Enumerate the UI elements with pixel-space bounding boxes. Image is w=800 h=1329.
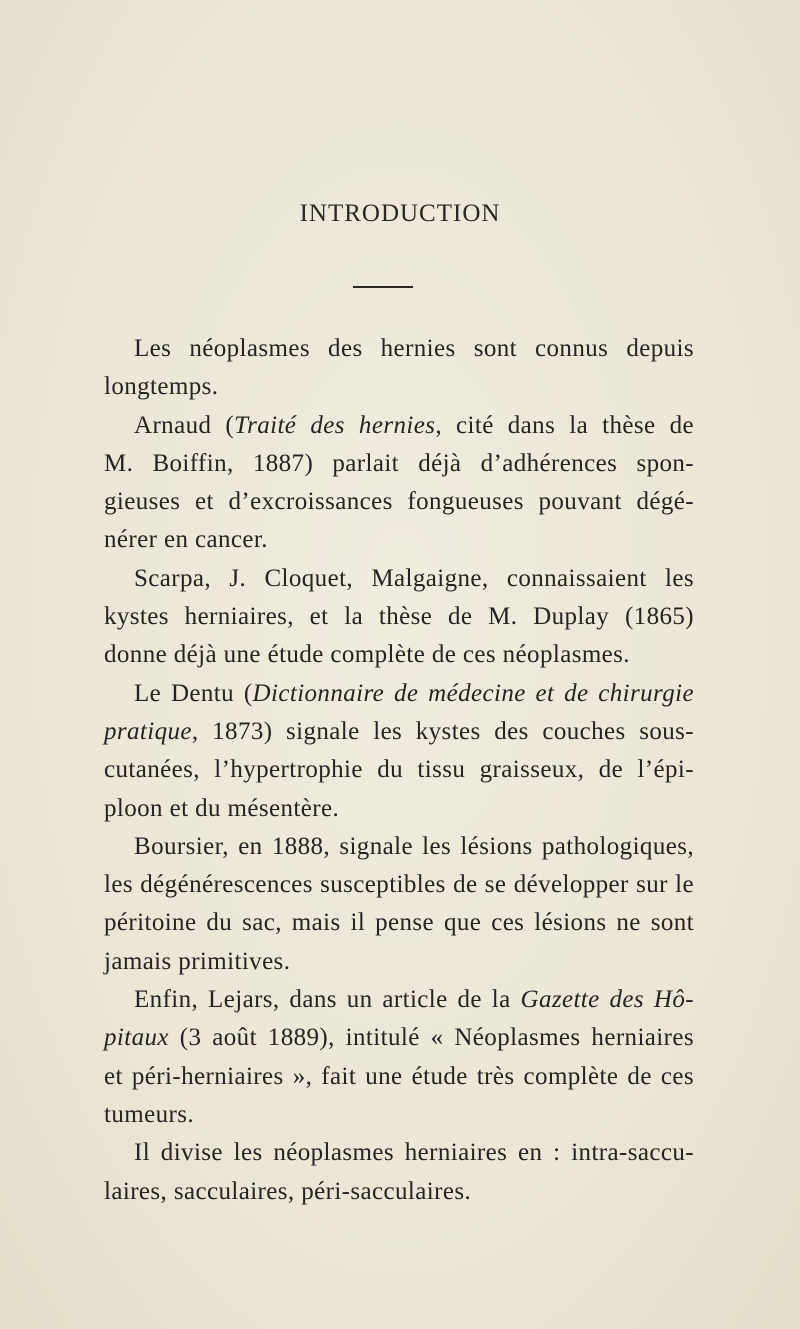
text-line bbox=[104, 904, 694, 942]
text-line bbox=[104, 1173, 694, 1211]
text-line bbox=[104, 981, 694, 1019]
text-line-content: kystes herniaires, et la thèse de M. Duplay (1865) bbox=[104, 603, 694, 631]
text-line-content: péritoine du sac, mais il pense que ces lésions ne sont bbox=[104, 909, 694, 937]
text-line bbox=[104, 445, 694, 483]
text-line bbox=[104, 598, 694, 636]
text-line-content: donne déjà une étude complète de ces néoplasmes. bbox=[104, 641, 630, 669]
text-line bbox=[104, 1058, 694, 1096]
text-line bbox=[104, 368, 694, 406]
text-line-content: Scarpa, J. Cloquet, Malgaigne, connaissaient les bbox=[134, 564, 694, 592]
text-line-content: , cité dans la thèse de bbox=[435, 411, 694, 439]
text-line bbox=[104, 636, 694, 674]
text-line bbox=[104, 560, 694, 598]
text-line-content: laires, sacculaires, péri-sacculaires. bbox=[104, 1177, 472, 1205]
text-line bbox=[104, 521, 694, 559]
text-line-content: Il divise les néoplasmes herniaires en : intra-saccu- bbox=[134, 1139, 694, 1167]
text-line-content: Boursier, en 1888, signale les lésions pathologiques, bbox=[134, 832, 694, 860]
text-line-content: nérer en cancer. bbox=[104, 526, 268, 554]
text-line bbox=[104, 828, 694, 866]
italic-title: Dictionnaire de médecine et de chirurgie bbox=[252, 679, 694, 707]
text-line bbox=[104, 1134, 694, 1172]
text-line-content: , 1873) signale les kystes des couches sous- bbox=[191, 717, 694, 745]
text-line bbox=[104, 713, 694, 751]
text-line bbox=[104, 483, 694, 521]
text-line bbox=[104, 866, 694, 904]
text-line-content: longtemps. bbox=[104, 373, 219, 401]
text-line-content: ploon et du mésentère. bbox=[104, 794, 340, 822]
text-line-content: Enfin, Lejars, dans un article de la bbox=[134, 986, 521, 1014]
text-line-content: tumeurs. bbox=[104, 1100, 194, 1128]
text-line-content: les dégénérescences susceptibles de se développer sur le bbox=[104, 871, 694, 899]
text-line bbox=[104, 330, 694, 368]
text-line-content: Arnaud ( bbox=[134, 411, 235, 439]
text-line-content: Les néoplasmes des hernies sont connus depuis bbox=[134, 335, 694, 362]
text-line bbox=[104, 407, 694, 445]
text-line bbox=[104, 675, 694, 713]
text-line bbox=[104, 1019, 694, 1057]
body-text bbox=[104, 330, 694, 1211]
text-line bbox=[104, 1096, 694, 1134]
heading-rule bbox=[353, 286, 413, 288]
text-line-content: jamais primitives. bbox=[104, 947, 291, 975]
text-line-content: gieuses et d’excroissances fongueuses pouvant dégé- bbox=[104, 488, 694, 516]
text-line bbox=[104, 751, 694, 789]
chapter-heading: INTRODUCTION bbox=[299, 200, 501, 227]
text-line-content: cutanées, l’hypertrophie du tissu graisseux, de l’épi- bbox=[104, 756, 694, 784]
text-line-content: (3 août 1889), intitulé « Néoplasmes herniaires bbox=[168, 1024, 694, 1052]
text-line-content: et péri-herniaires », fait une étude très complète de ces bbox=[104, 1062, 694, 1090]
text-line bbox=[104, 943, 694, 981]
text-line bbox=[104, 790, 694, 828]
text-line-content: Le Dentu ( bbox=[134, 679, 253, 707]
text-line-content: M. Boiffin, 1887) parlait déjà d’adhérences spon- bbox=[104, 449, 694, 477]
italic-title: Gazette des Hô- bbox=[520, 986, 694, 1014]
italic-title: pitaux bbox=[104, 1024, 169, 1052]
italic-title: pratique bbox=[104, 717, 192, 745]
italic-title: Traité des hernies bbox=[234, 411, 436, 439]
